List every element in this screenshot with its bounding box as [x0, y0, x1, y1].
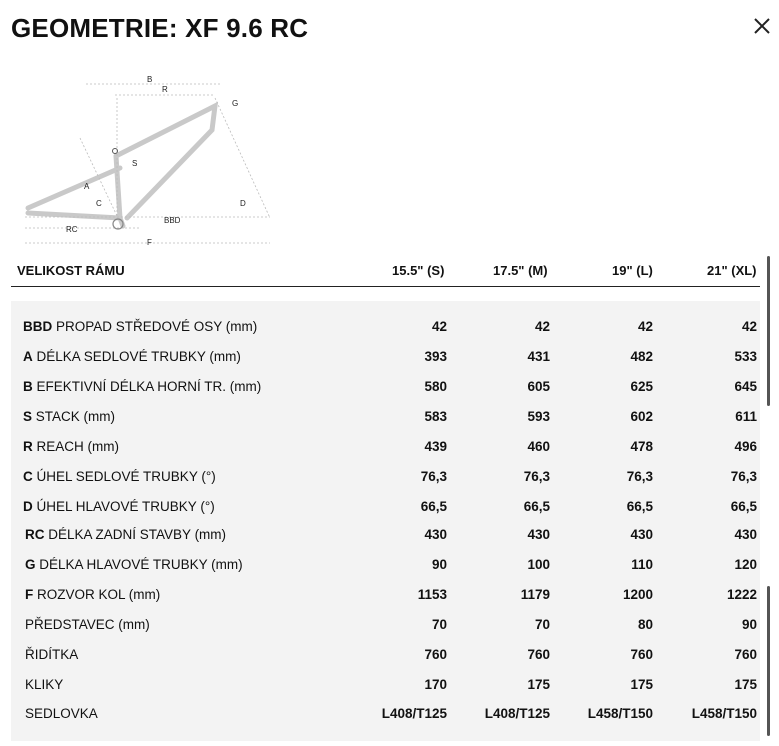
diagram-label-s: S	[132, 159, 138, 168]
size-col-m: 17.5" (M)	[493, 263, 548, 278]
cell-value: 431	[527, 349, 550, 364]
table-row	[11, 673, 760, 697]
cell-value: 170	[424, 677, 447, 692]
table-row	[11, 553, 760, 577]
cell-value: 42	[637, 319, 653, 334]
cell-value: 175	[734, 677, 757, 692]
table-row	[11, 345, 760, 369]
size-header-label: VELIKOST RÁMU	[17, 263, 125, 278]
scrollbar-thumb[interactable]	[767, 256, 770, 406]
cell-value: 439	[424, 439, 447, 454]
row-label: A DÉLKA SEDLOVÉ TRUBKY (mm)	[23, 349, 241, 364]
diagram-label-f: F	[147, 238, 152, 247]
diagram-label-g: G	[232, 99, 239, 108]
diagram-label-r: R	[162, 85, 168, 94]
cell-value: 1222	[726, 587, 757, 602]
cell-value: 100	[527, 557, 550, 572]
size-col-l: 19" (L)	[612, 263, 653, 278]
cell-value: L458/T150	[691, 706, 757, 721]
cell-value: 76,3	[420, 469, 447, 484]
diagram-label-rc: RC	[66, 225, 78, 234]
cell-value: 460	[527, 439, 550, 454]
size-col-s: 15.5" (S)	[392, 263, 445, 278]
cell-value: 533	[734, 349, 757, 364]
diagram-label-a: A	[84, 182, 90, 191]
cell-value: 76,3	[523, 469, 550, 484]
diagram-label-bbd: BBD	[164, 216, 181, 225]
cell-value: 393	[424, 349, 447, 364]
table-row	[11, 523, 760, 547]
cell-value: 760	[527, 647, 550, 662]
cell-value: 593	[527, 409, 550, 424]
cell-value: L458/T150	[587, 706, 653, 721]
cell-value: 66,5	[420, 499, 447, 514]
table-row	[11, 405, 760, 429]
cell-value: 760	[734, 647, 757, 662]
cell-value: 66,5	[730, 499, 757, 514]
cell-value: 611	[735, 409, 757, 424]
geometry-table	[11, 301, 760, 741]
cell-value: 602	[630, 409, 653, 424]
cell-value: 120	[734, 557, 757, 572]
cell-value: 1200	[622, 587, 653, 602]
cell-value: 70	[431, 617, 447, 632]
row-label: PŘEDSTAVEC (mm)	[25, 617, 150, 632]
page-title: GEOMETRIE: XF 9.6 RC	[11, 13, 309, 43]
cell-value: 76,3	[730, 469, 757, 484]
row-label: R REACH (mm)	[23, 439, 120, 454]
table-row	[11, 702, 760, 726]
table-row	[11, 495, 760, 519]
diagram-label-c: C	[96, 199, 102, 208]
cell-value: 760	[630, 647, 653, 662]
cell-value: 42	[534, 319, 550, 334]
row-label: ŘIDÍTKA	[25, 647, 79, 662]
close-icon[interactable]	[750, 14, 774, 38]
cell-value: 760	[424, 647, 447, 662]
diagram-label-d: D	[240, 199, 246, 208]
table-row	[11, 435, 760, 459]
row-label: B EFEKTIVNÍ DÉLKA HORNÍ TR. (mm)	[23, 379, 262, 394]
cell-value: 430	[630, 527, 653, 542]
table-row	[11, 583, 760, 607]
size-col-xl: 21" (XL)	[707, 263, 757, 278]
cell-value: 80	[637, 617, 653, 632]
cell-value: 90	[741, 617, 757, 632]
cell-value: 580	[424, 379, 447, 394]
cell-value: 583	[424, 409, 447, 424]
row-label: C ÚHEL SEDLOVÉ TRUBKY (°)	[23, 469, 216, 484]
cell-value: L408/T125	[484, 706, 550, 721]
cell-value: 496	[734, 439, 757, 454]
row-label: D ÚHEL HLAVOVÉ TRUBKY (°)	[23, 499, 215, 514]
cell-value: 625	[630, 379, 653, 394]
cell-value: L408/T125	[381, 706, 447, 721]
row-label: SEDLOVKA	[25, 706, 98, 721]
scrollbar-thumb-lower[interactable]	[767, 586, 770, 736]
cell-value: 430	[424, 527, 447, 542]
cell-value: 70	[534, 617, 550, 632]
row-label: KLIKY	[25, 677, 64, 692]
cell-value: 42	[431, 319, 447, 334]
row-label: RC DÉLKA ZADNÍ STAVBY (mm)	[25, 527, 227, 542]
cell-value: 645	[734, 379, 757, 394]
cell-value: 66,5	[626, 499, 653, 514]
table-row	[11, 315, 760, 339]
cell-value: 1179	[520, 587, 550, 602]
table-row	[11, 613, 760, 637]
row-label: G DÉLKA HLAVOVÉ TRUBKY (mm)	[25, 557, 243, 572]
cell-value: 110	[631, 557, 653, 572]
cell-value: 1153	[417, 587, 447, 602]
cell-value: 430	[734, 527, 757, 542]
cell-value: 42	[741, 319, 757, 334]
cell-value: 66,5	[523, 499, 550, 514]
frame-geometry-diagram	[20, 68, 280, 253]
cell-value: 90	[431, 557, 447, 572]
table-row	[11, 643, 760, 667]
cell-value: 605	[527, 379, 550, 394]
cell-value: 478	[630, 439, 653, 454]
row-label: F ROZVOR KOL (mm)	[25, 587, 161, 602]
row-label: S STACK (mm)	[23, 409, 116, 424]
cell-value: 175	[527, 677, 550, 692]
table-row	[11, 465, 760, 489]
cell-value: 430	[527, 527, 550, 542]
table-header	[11, 255, 760, 287]
table-row	[11, 375, 760, 399]
cell-value: 482	[630, 349, 653, 364]
cell-value: 175	[630, 677, 653, 692]
diagram-label-b: B	[147, 75, 153, 84]
row-label: BBD PROPAD STŘEDOVÉ OSY (mm)	[23, 319, 258, 334]
cell-value: 76,3	[626, 469, 653, 484]
